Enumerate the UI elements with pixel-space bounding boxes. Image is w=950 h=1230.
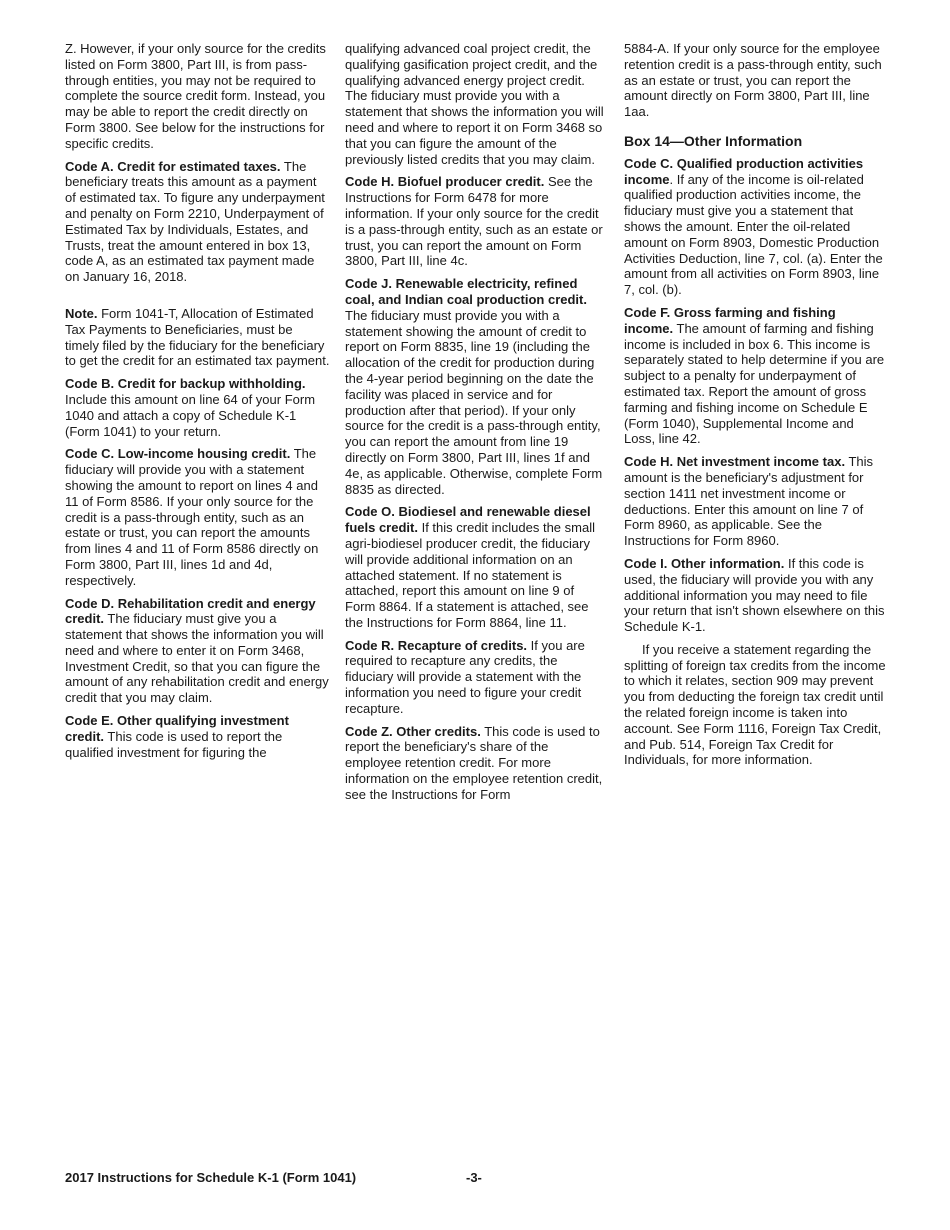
code-d-heading: Code D. Rehabilitation credit and energy credit. [65, 595, 316, 627]
intro-paragraph: Z. However, if your only source for the credits listed on Form 3800, Part III, is from pass-through entities, you may not be required to complete the source credit form. Instead, you may be able to report the credit directly on Form 3800. See below for the instructions for specific credits. [65, 41, 326, 151]
code-h-biofuel-paragraph [345, 174, 607, 269]
code-z-text: This code is used to report the beneficiary's share of the employee retention credit. For more information on the employee retention credit, see the Instructions for Form [345, 723, 603, 802]
code-o-paragraph [345, 504, 607, 630]
code-e-heading: Code E. Other qualifying investment credit. [65, 713, 289, 744]
code-e-paragraph [65, 713, 330, 760]
code-c-heading: Code C. Low-income housing credit. [65, 446, 291, 462]
code-a-heading: Code A. Credit for estimated taxes. [65, 158, 281, 174]
note-heading: Note. [65, 305, 98, 321]
code-c-paragraph [65, 446, 330, 588]
code-d-text: The fiduciary must give you a statement that shows the information you will need and where to enter it on Form 3468, Investment Credit, so that you can figure the amount of any rehabilitation credit and energy credit that you may claim. [65, 611, 329, 706]
code-h-niit-paragraph [624, 454, 888, 549]
code-f-paragraph [624, 305, 888, 447]
code-i-text: If this code is used, the fiduciary will provide you with any additional information you may need to file your return that isn't shown elsewhere on this Schedule K-1. [624, 555, 885, 635]
code-d-paragraph [65, 596, 330, 707]
code-a-paragraph [65, 159, 330, 285]
code-j-heading: Code J. Renewable electricity, refined coal, and Indian coal production credit. [345, 276, 587, 307]
code-c-qpai-heading: Code C. Qualified production activities income [624, 155, 864, 187]
code-j-paragraph [345, 276, 607, 497]
note-text: Form 1041-T, Allocation of Estimated Tax Payments to Beneficiaries, must be timely filed by the fiduciary for the beneficiary to get the credit for an estimated tax payment. [65, 305, 330, 369]
code-r-heading: Code R. Recapture of credits. [345, 637, 528, 653]
code-z-paragraph [345, 724, 607, 803]
column-middle [345, 41, 607, 810]
note-paragraph [65, 306, 330, 369]
code-c-qpai-paragraph [624, 156, 888, 298]
continued-paragraph: qualifying advanced coal project credit, the qualifying gasification project credit, and the qualifying advanced energy project credit. The fiduciary must provide you with a statement that shows the information you will need and where to report it on Form 3468 so that you can figure the amount of the previously listed credits that you may claim. [345, 41, 604, 167]
code-r-paragraph [345, 638, 607, 717]
code-c-qpai-text: . If any of the income is oil-related qualified production activities income, the fiduciary must give you a statement that shows the amount. Enter the oil-related amount on Form 8903, Domestic Production Activities Deduction, line 7, col. (a). Enter the amount from all activities on Form 8903, line 7, col. (b). [624, 171, 883, 298]
foreign-tax-paragraph: If you receive a statement regarding the splitting of foreign tax credits from the income to which it relates, section 909 may prevent you from deducting the foreign tax credit until the related foreign income is taken into account. See Form 1116, Foreign Tax Credit, and Pub. 514, Foreign Tax Credit for Individuals, for more information. [624, 641, 886, 768]
box-14-heading: Box 14—Other Information [624, 132, 803, 149]
column-left [65, 41, 330, 767]
code-f-heading: Code F. Gross farming and fishing income. [624, 304, 836, 336]
code-a-text: The beneficiary treats this amount as a payment of estimated tax. To figure any underpayment and penalty on Form 2210, Underpayment of Estimated Tax by Individuals, Estates, and Trusts, treat the amount entered in box 13, code A, as an estimated tax payment made on January 16, 2018. [65, 158, 325, 285]
code-c-text: The fiduciary will provide you with a statement showing the amount to report on lines 4 and 11 of Form 8586. If your only source for the credit is a pass-through entity, such as an estate or trust, you can report the amounts from lines 4 and 11 of Form 8586 directly on Form 3800, Part III, lines 1d and 4d, respectively. [65, 446, 319, 588]
code-h-niit-heading: Code H. Net investment income tax. [624, 454, 846, 470]
code-i-paragraph [624, 556, 888, 635]
code-o-heading: Code O. Biodiesel and renewable diesel fuels credit. [345, 504, 591, 536]
code-e-text: This code is used to report the qualified investment for figuring the [65, 728, 283, 760]
code-j-text: The fiduciary must provide you with a statement showing the amount of credit to report on Form 8835, line 19 (including the allocation of the credit for production during the 4-year period beginning on the date the facility was placed in service and for production after that period). If your only source for the credit is a pass-through entity, you can report the amount from line 19 directly on Form 3800, Part III, lines 1f and 4e, as applicable. Otherwise, complete Form 8835 as directed. [345, 307, 603, 497]
code-h-niit-text: This amount is the beneficiary's adjustment for section 1411 net investment income or deductions. Enter this amount on line 7 of Form 8960, as applicable. See the Instructions for Form 8960. [624, 454, 873, 549]
code-h-biofuel-text: See the Instructions for Form 6478 for more information. If your only source for the credit is a pass-through entity, such as an estate or trust, you can report the amount on Form 3800, Part III, line 4c. [345, 174, 603, 269]
page-number: -3- [466, 1170, 482, 1185]
code-i-heading: Code I. Other information. [624, 555, 785, 571]
code-b-paragraph [65, 376, 330, 439]
code-f-text: The amount of farming and fishing income is included in box 6. This income is separately stated to help determine if you are subject to a penalty for underpayment of estimated tax. Report the amount of gross farming and fishing income on Schedule E (Form 1040), Supplemental Income and Loss, line 42. [624, 320, 885, 447]
code-o-text: If this credit includes the small agri-biodiesel producer credit, the fiduciary will provide additional information on an attached statement. If no statement is attached, report this amount on line 9 of Form 8864. If a statement is attached, see the Instructions for Form 8864, line 11. [345, 520, 595, 630]
code-b-heading: Code B. Credit for backup withholding. [65, 376, 306, 392]
code-h-biofuel-heading: Code H. Biofuel producer credit. [345, 174, 545, 190]
column-right [624, 41, 888, 775]
continued-paragraph: 5884-A. If your only source for the employee retention credit is a pass-through entity, such as an estate or trust, you can report the amount directly on Form 3800, Part III, line 1aa. [624, 41, 882, 120]
code-r-text: If you are required to recapture any credits, the fiduciary will provide a statement with the information you need to figure your credit recapture. [345, 637, 585, 716]
footer-title: 2017 Instructions for Schedule K-1 (Form 1041) [65, 1170, 357, 1185]
code-b-text: Include this amount on line 64 of your Form 1040 and attach a copy of Schedule K-1 (Form 1041) to your return. [65, 391, 316, 439]
code-z-heading: Code Z. Other credits. [345, 723, 481, 739]
